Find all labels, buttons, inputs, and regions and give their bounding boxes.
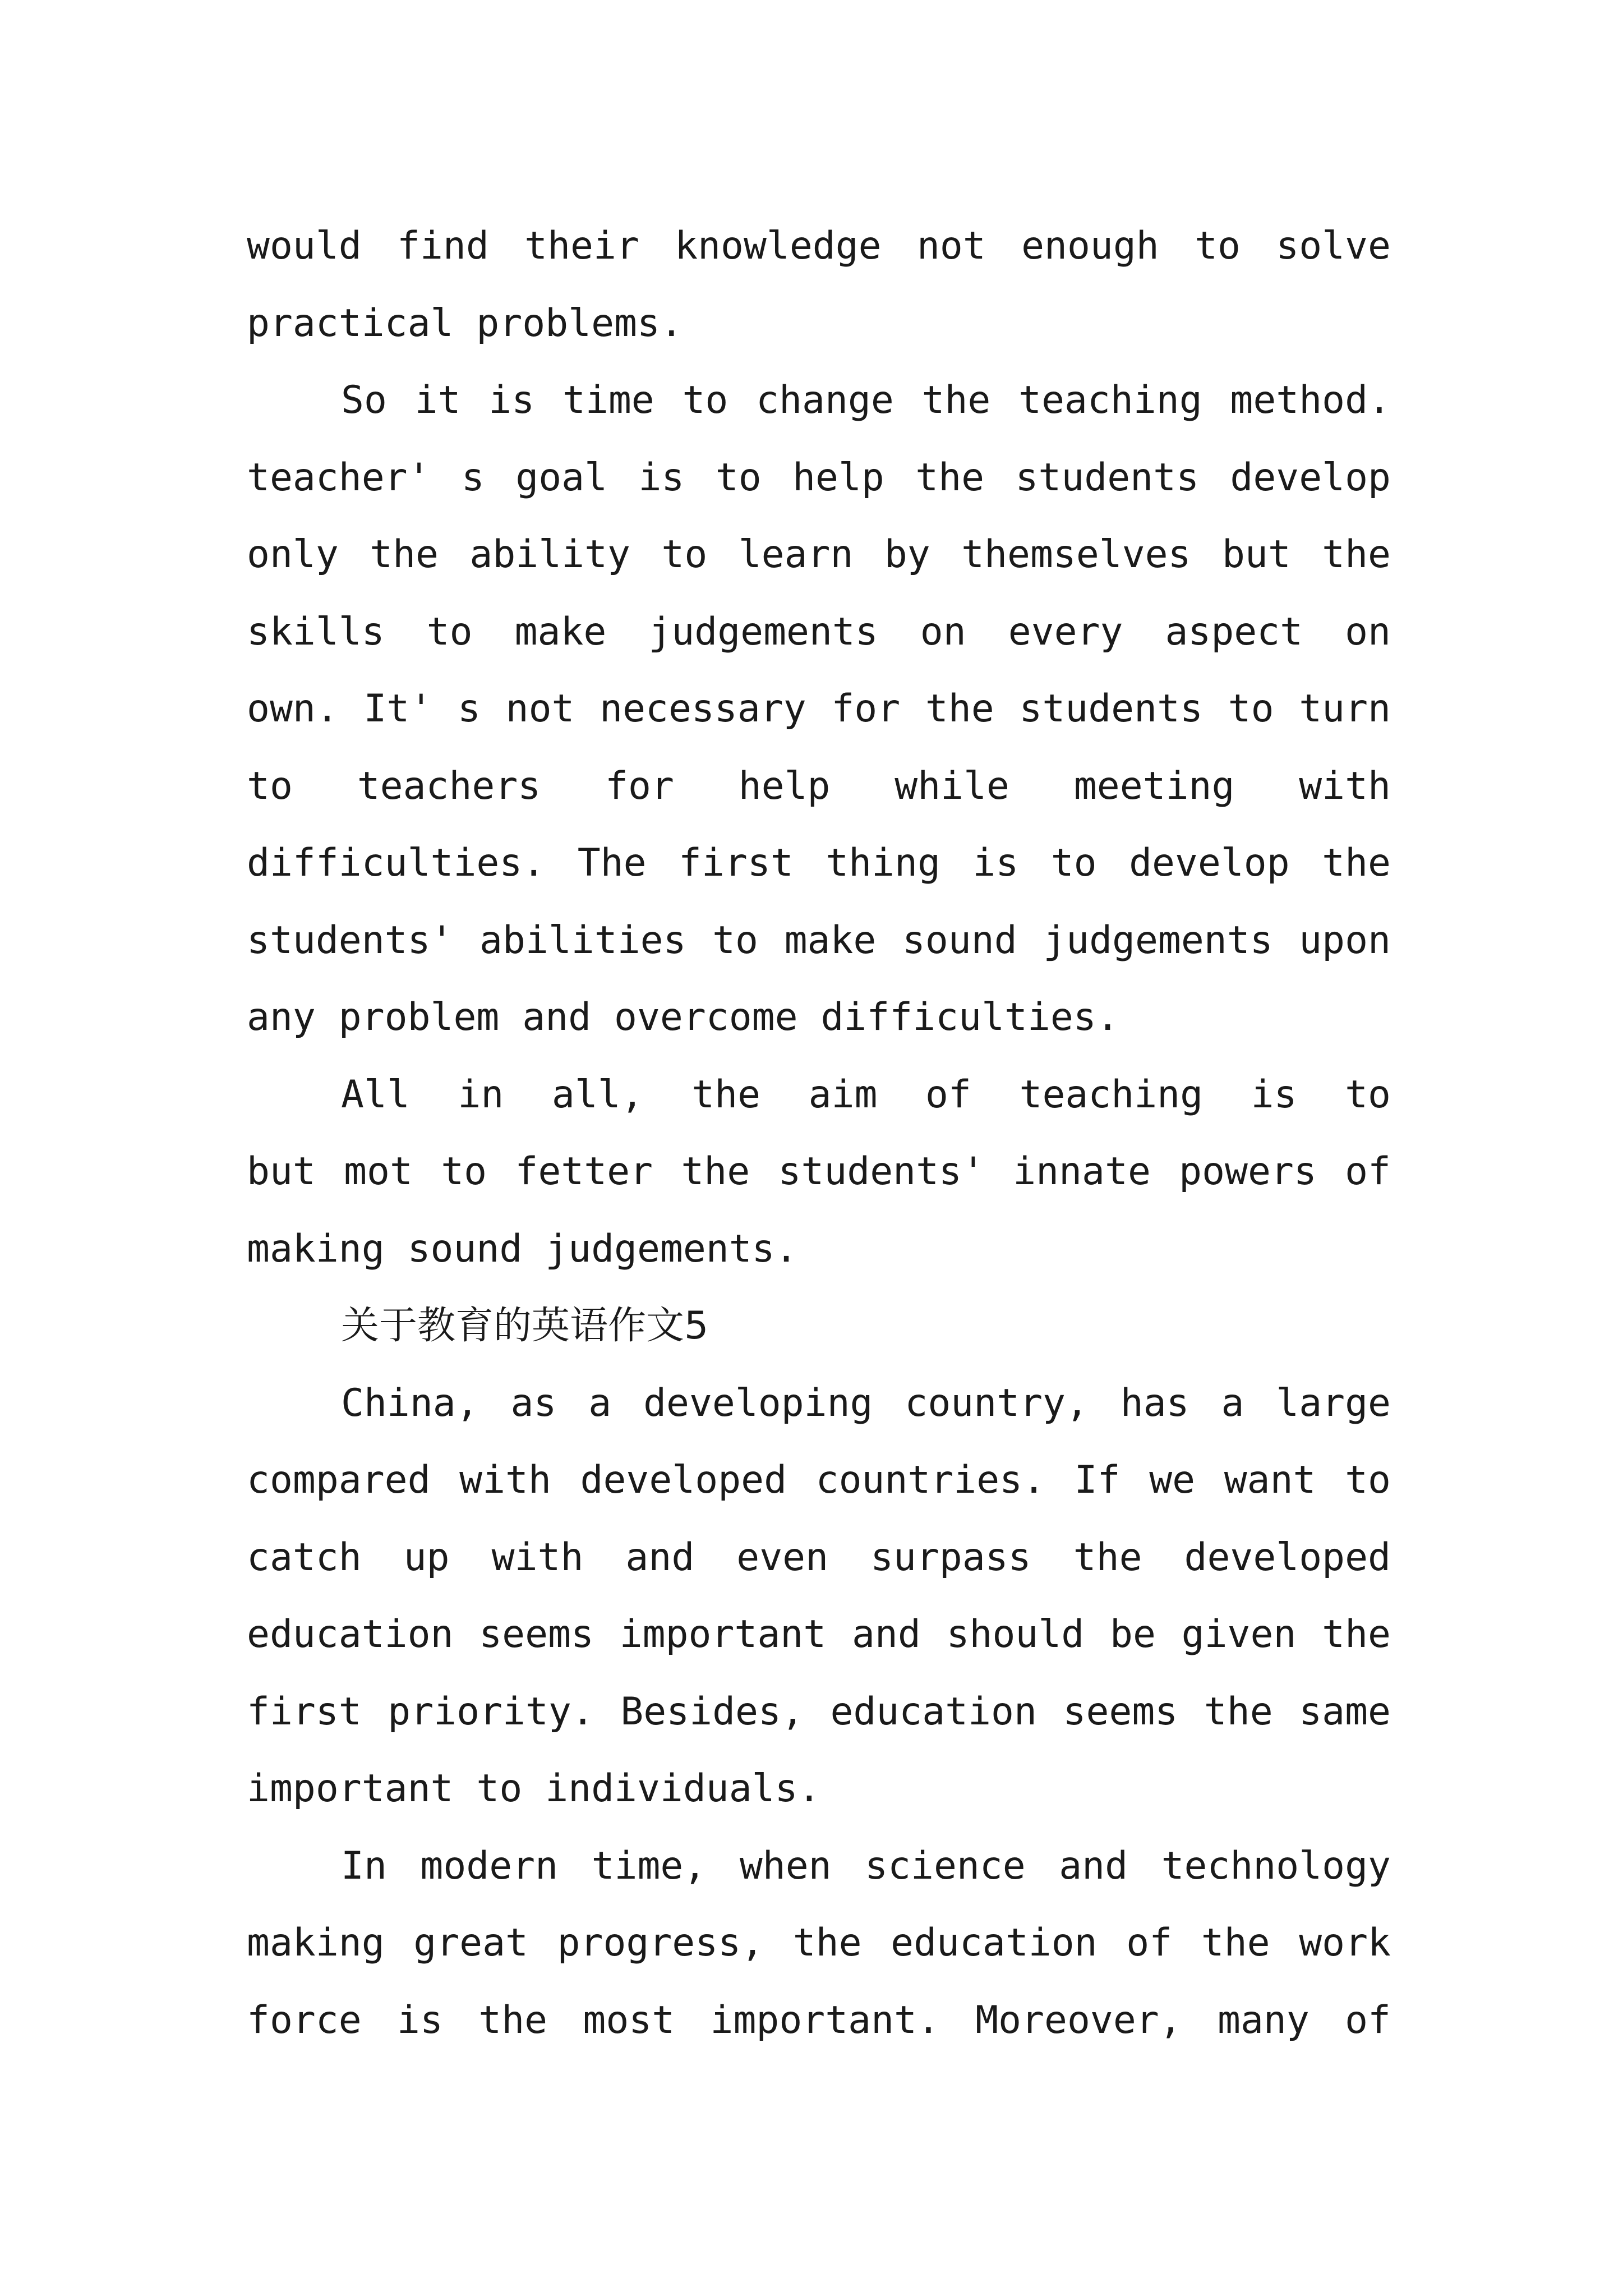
paragraph-line: skills to make judgements on every aspect on bbox=[247, 609, 1391, 654]
paragraph-line: students' abilities to make sound judgements upon bbox=[247, 918, 1391, 963]
paragraph-line: making great progress, the education of the work bbox=[247, 1921, 1391, 1965]
paragraph-line: important to individuals. bbox=[247, 1766, 821, 1811]
section-heading: 关于教育的英语作文5 bbox=[341, 1304, 709, 1348]
paragraph-line: difficulties. The first thing is to develop the bbox=[247, 841, 1391, 885]
paragraph-line: but mot to fetter the students' innate powers of bbox=[247, 1149, 1391, 1194]
paragraph-line: education seems important and should be given the bbox=[247, 1612, 1391, 1657]
paragraph-line: All in all, the aim of teaching is to bbox=[341, 1072, 1391, 1117]
paragraph-line: China, as a developing country, has a large bbox=[341, 1381, 1391, 1425]
paragraph-line: practical problems. bbox=[247, 301, 683, 346]
paragraph-line: force is the most important. Moreover, many of bbox=[247, 1998, 1391, 2042]
paragraph-line: catch up with and even surpass the developed bbox=[247, 1535, 1391, 1580]
paragraph-line: So it is time to change the teaching method. bbox=[341, 378, 1391, 422]
paragraph-line: only the ability to learn by themselves but the bbox=[247, 532, 1391, 577]
paragraph-line: compared with developed countries. If we want to bbox=[247, 1458, 1391, 1502]
paragraph-line: would find their knowledge not enough to solve bbox=[247, 224, 1391, 268]
paragraph-line: making sound judgements. bbox=[247, 1226, 798, 1271]
paragraph-line: any problem and overcome difficulties. bbox=[247, 995, 1119, 1039]
paragraph-line: first priority. Besides, education seems the same bbox=[247, 1689, 1391, 1734]
paragraph-line: In modern time, when science and technology bbox=[341, 1843, 1391, 1888]
essay-text bbox=[247, 208, 1391, 2059]
paragraph-line: own. It' s not necessary for the students to turn bbox=[247, 687, 1391, 731]
paragraph-line: to teachers for help while meeting with bbox=[247, 763, 1391, 808]
paragraph-line: teacher' s goal is to help the students develop bbox=[247, 455, 1391, 500]
